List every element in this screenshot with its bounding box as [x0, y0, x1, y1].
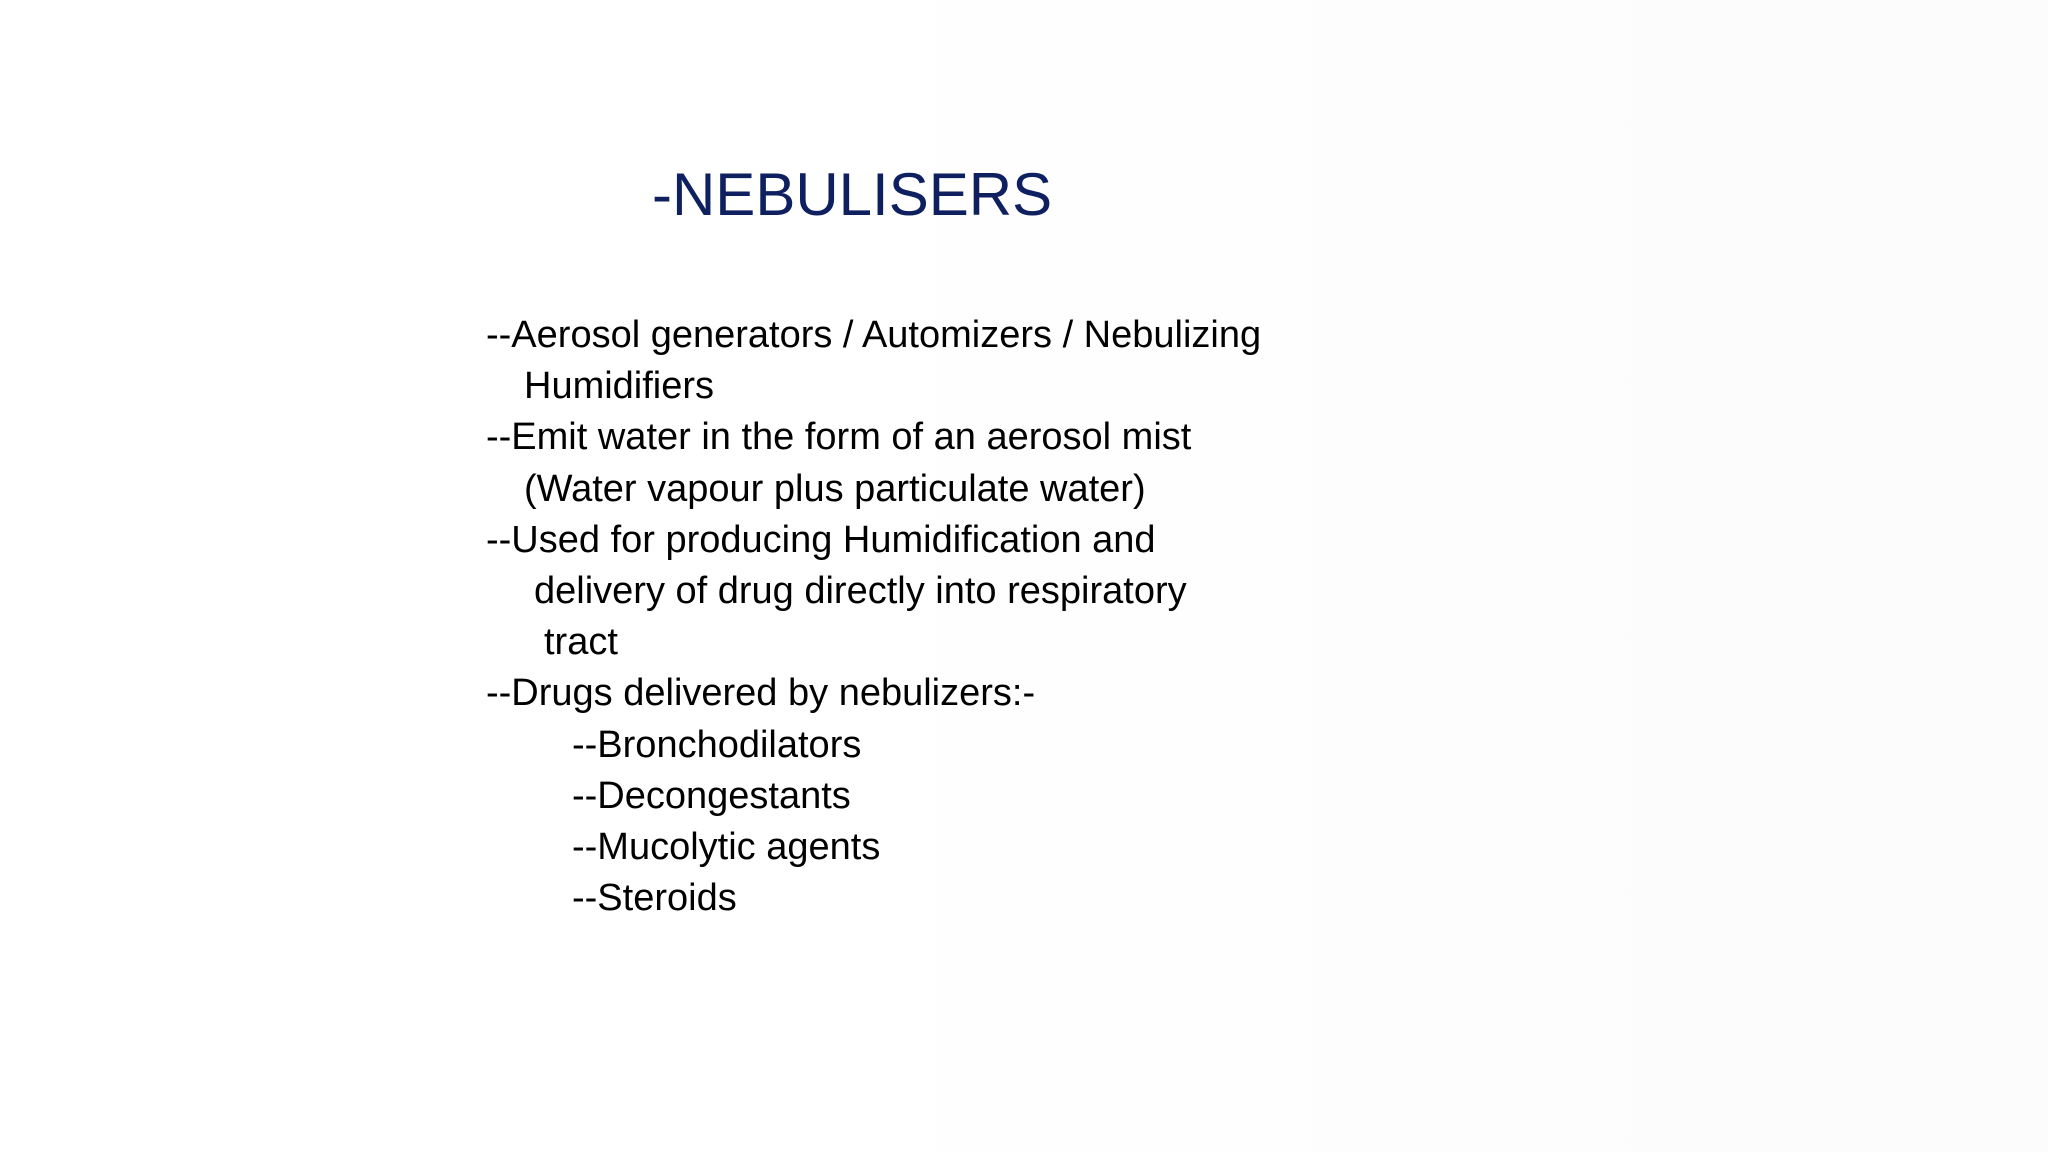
bullet-continuation: tract	[544, 621, 618, 664]
bullet-line: --Emit water in the form of an aerosol mist	[486, 416, 1192, 459]
slide-body	[486, 310, 1386, 924]
sub-bullet-line: --Bronchodilators	[572, 723, 862, 766]
sub-bullet-line: --Mucolytic agents	[572, 825, 881, 868]
bullet-line: --Drugs delivered by nebulizers:-	[486, 672, 1036, 715]
sub-bullet-line: --Steroids	[572, 877, 737, 920]
bullet-line: --Aerosol generators / Automizers / Nebulizing	[486, 314, 1262, 356]
bullet-continuation: delivery of drug directly into respiratory	[534, 569, 1187, 612]
bullet-continuation: Humidifiers	[524, 365, 715, 408]
bullet-continuation: (Water vapour plus particulate water)	[524, 467, 1146, 510]
sub-bullet-line: --Decongestants	[572, 774, 851, 817]
slide-title: -NEBULISERS	[652, 161, 1053, 228]
bullet-line: --Used for producing Humidification and	[486, 518, 1156, 561]
